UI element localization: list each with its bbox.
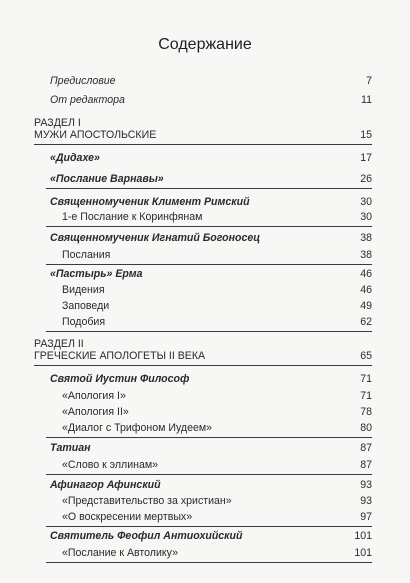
toc-entry [0, 405, 410, 419]
toc-entry-page: 30 [360, 196, 372, 208]
toc-entry-page: 71 [360, 390, 372, 402]
toc-entry-page: 71 [360, 373, 372, 385]
toc-entry [0, 421, 410, 435]
toc-entry [0, 93, 410, 107]
toc-entry [0, 458, 410, 472]
divider [46, 437, 372, 438]
toc-entry-page: 93 [360, 479, 372, 491]
toc-entry-page: 46 [360, 268, 372, 280]
toc-entry-title: «Дидахе» [50, 152, 100, 164]
toc-entry-page: 17 [360, 152, 372, 164]
toc-entry-page: 101 [354, 530, 372, 542]
toc-entry-title: «Представительство за христиан» [62, 495, 232, 507]
toc-entry [0, 478, 410, 492]
divider [46, 331, 372, 332]
toc-entry-page: 30 [360, 211, 372, 223]
toc-entry-title: Афинагор Афинский [50, 479, 161, 491]
toc-entry [0, 529, 410, 543]
divider [46, 188, 372, 189]
toc-entry-page: 26 [360, 173, 372, 185]
toc-entry [0, 494, 410, 508]
toc-entry-title: Предисловие [50, 75, 116, 87]
toc-entry-title: Подобия [62, 316, 106, 328]
toc-entry [0, 74, 410, 88]
toc-entry-title: «О воскресении мертвых» [62, 511, 193, 523]
toc-entry-title: Священномученик Игнатий Богоносец [50, 232, 261, 244]
toc-entry [0, 210, 410, 224]
toc-entry-title: Святитель Феофил Антиохийский [50, 530, 243, 542]
divider [46, 264, 372, 265]
toc-entry-page: 101 [354, 547, 372, 559]
toc-entry-page: 46 [360, 284, 372, 296]
toc-entry [0, 389, 410, 403]
toc-entry-title: РАЗДЕЛ I [34, 117, 81, 129]
divider [46, 474, 372, 475]
toc-entry-page: 80 [360, 422, 372, 434]
toc-entry-page: 38 [360, 249, 372, 261]
toc-entry-page: 87 [360, 442, 372, 454]
toc-entry [0, 231, 410, 245]
toc-entry-page: 62 [360, 316, 372, 328]
toc-entry-page: 11 [361, 94, 372, 106]
toc-entry-title: Святой Иустин Философ [50, 373, 190, 385]
toc-entry-title: Священномученик Климент Римский [50, 196, 250, 208]
toc-entry [0, 172, 410, 186]
toc-entry-page: 78 [360, 406, 372, 418]
toc-entry [0, 315, 410, 329]
toc-entry-title: «Диалог с Трифоном Иудеем» [62, 422, 213, 434]
toc-entry-title: «Послание Варнавы» [50, 173, 164, 185]
toc-entry-title: «Пастырь» Ерма [50, 268, 143, 280]
toc-entry [0, 510, 410, 524]
toc-entry [0, 349, 410, 363]
toc-entry [0, 267, 410, 281]
toc-entry [0, 151, 410, 165]
toc-entry-title: Видения [62, 284, 105, 296]
toc-entry-title: «Апология I» [62, 390, 126, 402]
toc-entry-page: 49 [360, 300, 372, 312]
toc-entry [0, 195, 410, 209]
divider [34, 365, 372, 366]
toc-entry-title: РАЗДЕЛ II [34, 338, 84, 350]
divider [46, 562, 372, 563]
toc-entry [0, 128, 410, 142]
toc-entry-page: 97 [360, 511, 372, 523]
toc-entry [0, 372, 410, 386]
toc-entry [0, 248, 410, 262]
divider [34, 144, 372, 145]
toc-entry-page: 93 [360, 495, 372, 507]
toc-entry-title: Татиан [50, 442, 91, 454]
toc-entry-title: Заповеди [62, 300, 110, 312]
page-title: Содержание [158, 36, 252, 53]
toc-entry-title: 1-е Послание к Коринфянам [62, 211, 203, 223]
toc-entry-page: 87 [360, 459, 372, 471]
toc-entry [0, 441, 410, 455]
toc-entry-page: 65 [360, 350, 372, 362]
toc-entry-page: 38 [360, 232, 372, 244]
divider [46, 526, 372, 527]
toc-entry [0, 283, 410, 297]
toc-entry-title: «Слово к эллинам» [62, 459, 159, 471]
toc-entry-title: ГРЕЧЕСКИЕ АПОЛОГЕТЫ II ВЕКА [34, 350, 206, 362]
toc-entry-title: МУЖИ АПОСТОЛЬСКИЕ [34, 129, 157, 141]
divider [46, 226, 372, 227]
toc-entry-title: «Апология II» [62, 406, 129, 418]
toc-entry [0, 299, 410, 313]
toc-entry-title: От редактора [50, 94, 125, 106]
toc-entry-page: 15 [360, 129, 372, 141]
toc-entry-page: 7 [366, 75, 372, 87]
toc-entry [0, 546, 410, 560]
toc-entry-title: Послания [62, 249, 111, 261]
toc-entry-title: «Послание к Автолику» [62, 547, 178, 559]
